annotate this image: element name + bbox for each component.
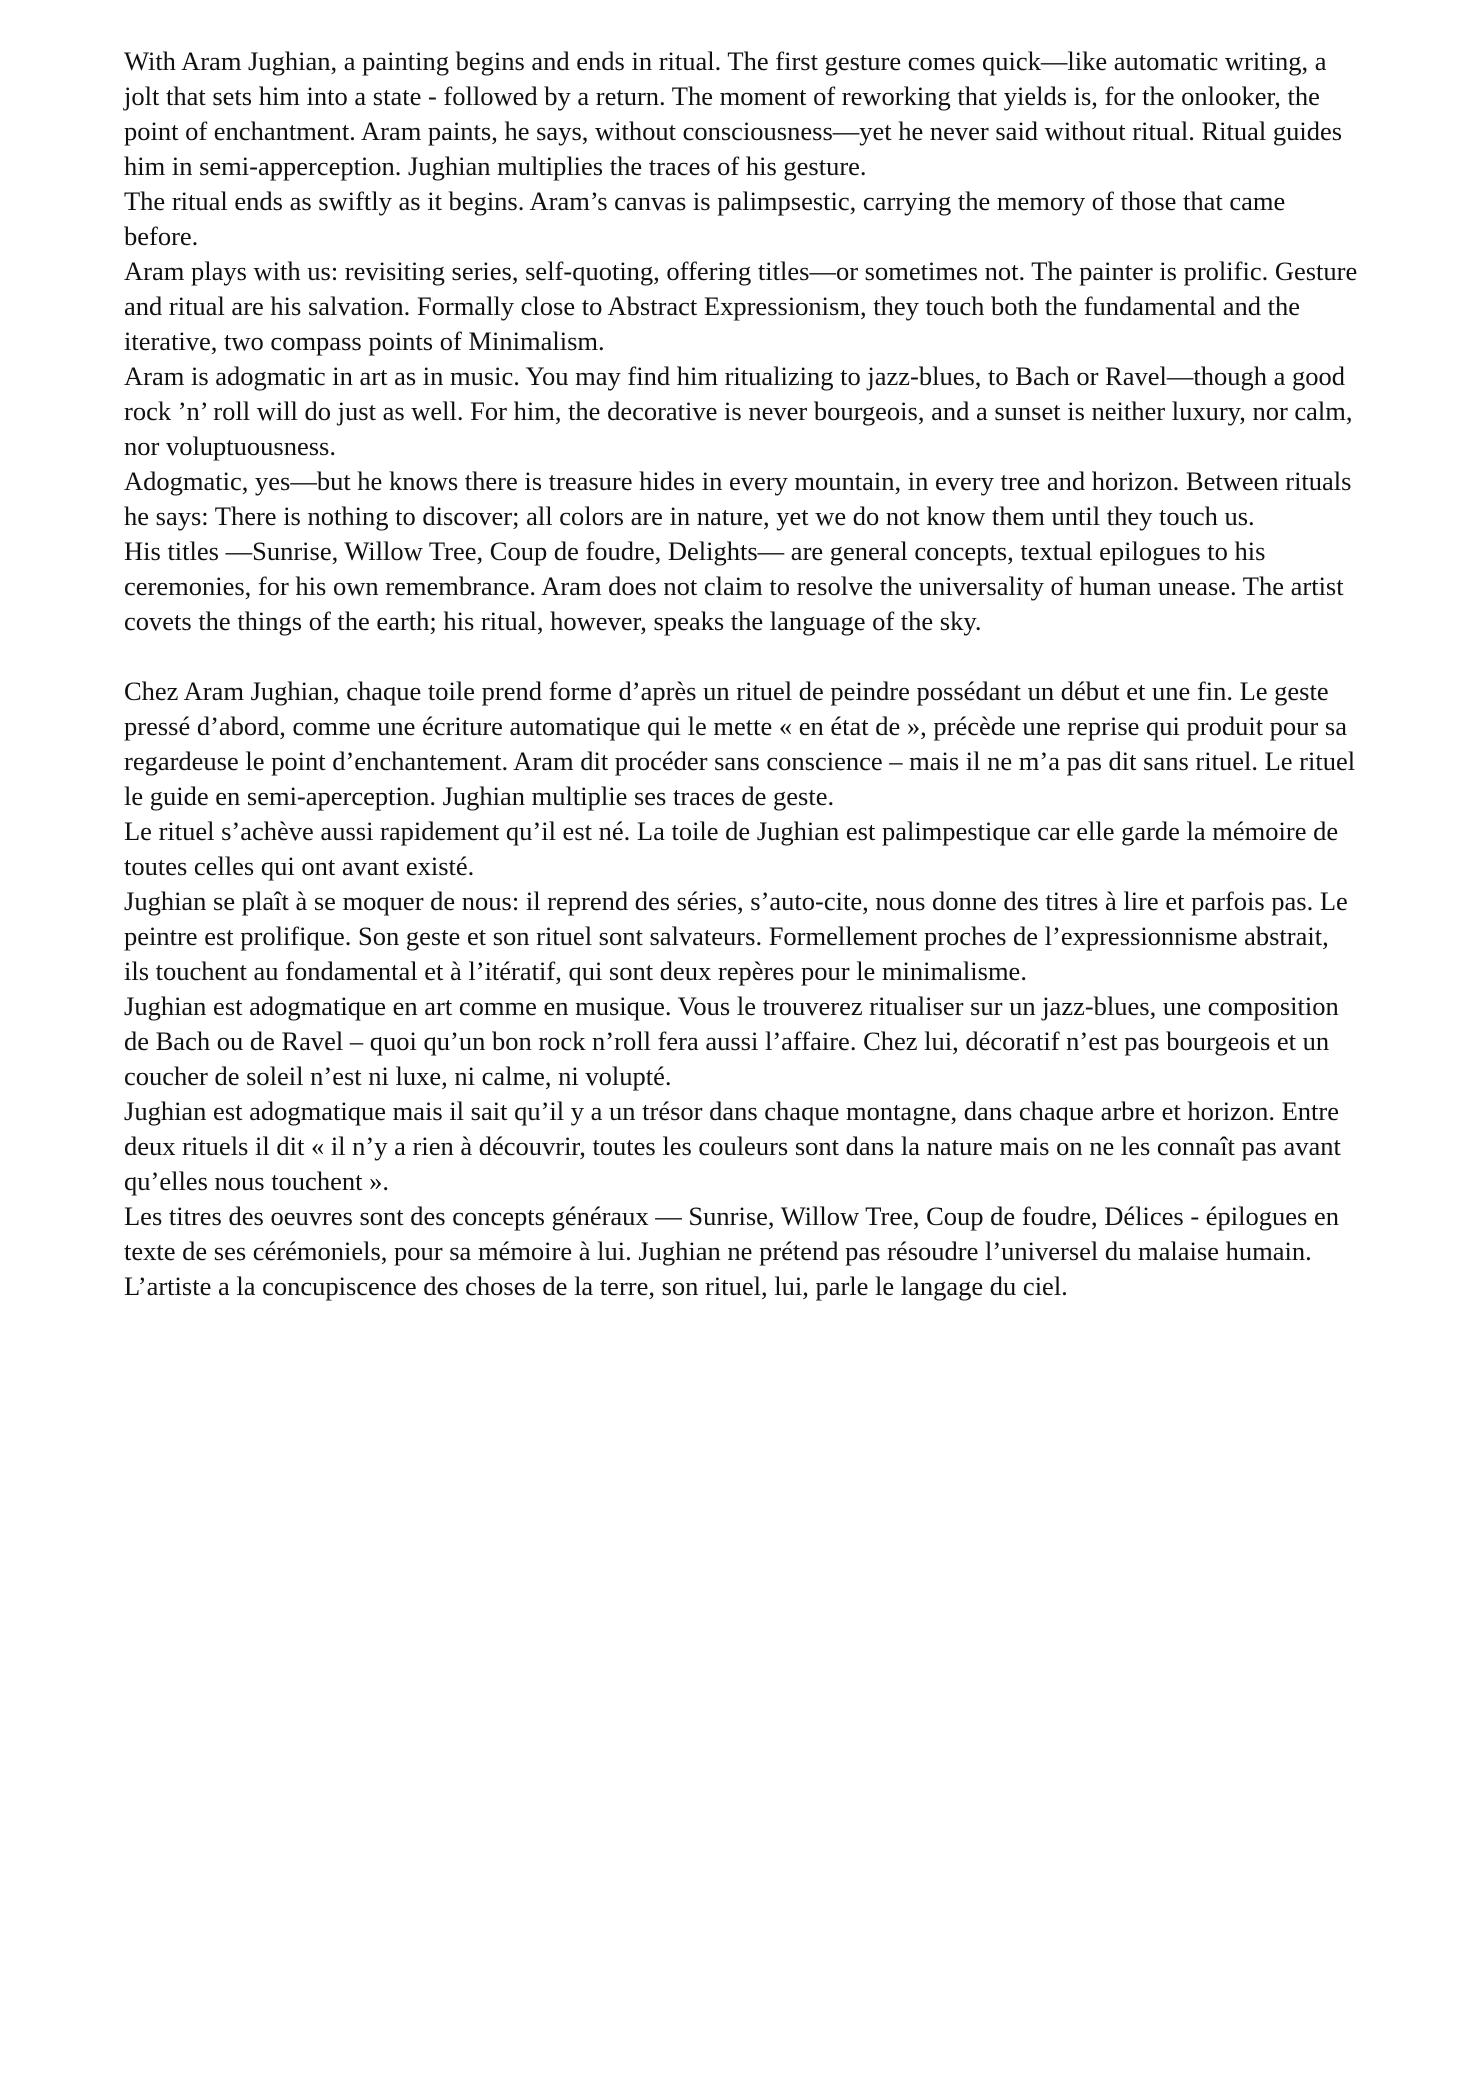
- french-text-section: [124, 674, 1360, 1304]
- english-paragraph-1: With Aram Jughian, a painting begins and ends in ritual. The first gesture comes quick—like automatic writing, a jolt that sets him into a state - followed by a return. The moment of reworking that yields is, for the onlooker, the point of enchantment. Aram paints, he says, without consciousness—yet he never said without ritual. Ritual guides him in semi-apperception. Jughian multiplies the traces of his gesture.: [124, 46, 1343, 181]
- english-paragraph-3: Aram plays with us: revisiting series, self-quoting, offering titles—or sometimes not. The painter is prolific. Gesture and ritual are his salvation. Formally close to Abstract Expressionism, they touch both the fundamental and the iterative, two compass points of Minimalism.: [124, 256, 1358, 356]
- french-paragraph-5: Jughian est adogmatique mais il sait qu’il y a un trésor dans chaque montagne, dans chaque arbre et horizon. Entre deux rituels il dit « il n’y a rien à découvrir, toutes les couleurs sont dans la nature mais on ne les connaît pas avant qu’elles nous touchent ».: [124, 1096, 1341, 1196]
- french-paragraph-6: Les titres des oeuvres sont des concepts généraux — Sunrise, Willow Tree, Coup de foudre, Délices - épilogues en texte de ses cérémoniels, pour sa mémoire à lui. Jughian ne prétend pas résoudre l’universel du malaise humain. L’artiste a la concupiscence des choses de la terre, son rituel, lui, parle le langage du ciel.: [124, 1201, 1339, 1301]
- english-paragraph-4: Aram is adogmatic in art as in music. You may find him ritualizing to jazz-blues, to Bach or Ravel—though a good rock ’n’ roll will do just as well. For him, the decorative is never bourgeois, and a sunset is neither luxury, nor calm, nor voluptuousness.: [124, 361, 1353, 461]
- document-page: [124, 44, 1360, 1304]
- english-paragraph-5: Adogmatic, yes—but he knows there is treasure hides in every mountain, in every tree and horizon. Between rituals he says: There is nothing to discover; all colors are in nature, yet we do not know them until they touch us.: [124, 466, 1352, 531]
- french-paragraph-2: Le rituel s’achève aussi rapidement qu’il est né. La toile de Jughian est palimpestique car elle garde la mémoire de toutes celles qui ont avant existé.: [124, 816, 1339, 881]
- english-text-section: [124, 44, 1360, 639]
- french-paragraph-4: Jughian est adogmatique en art comme en musique. Vous le trouverez ritualiser sur un jazz-blues, une composition de Bach ou de Ravel – quoi qu’un bon rock n’roll fera aussi l’affaire. Chez lui, décoratif n’est pas bourgeois et un coucher de soleil n’est ni luxe, ni calme, ni volupté.: [124, 991, 1339, 1091]
- french-paragraph-3: Jughian se plaît à se moquer de nous: il reprend des séries, s’auto-cite, nous donne des titres à lire et parfois pas. Le peintre est prolifique. Son geste et son rituel sont salvateurs. Formellement proches de l’expressionnisme abstrait, ils touchent au fondamental et à l’itératif, qui sont deux repères pour le minimalisme.: [124, 886, 1348, 986]
- english-paragraph-6: His titles —Sunrise, Willow Tree, Coup de foudre, Delights— are general concepts, textual epilogues to his ceremonies, for his own remembrance. Aram does not claim to resolve the universality of human unease. The artist covets the things of the earth; his ritual, however, speaks the language of the sky.: [124, 536, 1344, 636]
- french-paragraph-1: Chez Aram Jughian, chaque toile prend forme d’après un rituel de peindre possédant un début et une fin. Le geste pressé d’abord, comme une écriture automatique qui le mette « en état de », précède une reprise qui produit pour sa regardeuse le point d’enchantement. Aram dit procéder sans conscience – mais il ne m’a pas dit sans rituel. Le rituel le guide en semi-aperception. Jughian multiplie ses traces de geste.: [124, 676, 1356, 811]
- english-paragraph-2: The ritual ends as swiftly as it begins. Aram’s canvas is palimpsestic, carrying the memory of those that came before.: [124, 186, 1286, 251]
